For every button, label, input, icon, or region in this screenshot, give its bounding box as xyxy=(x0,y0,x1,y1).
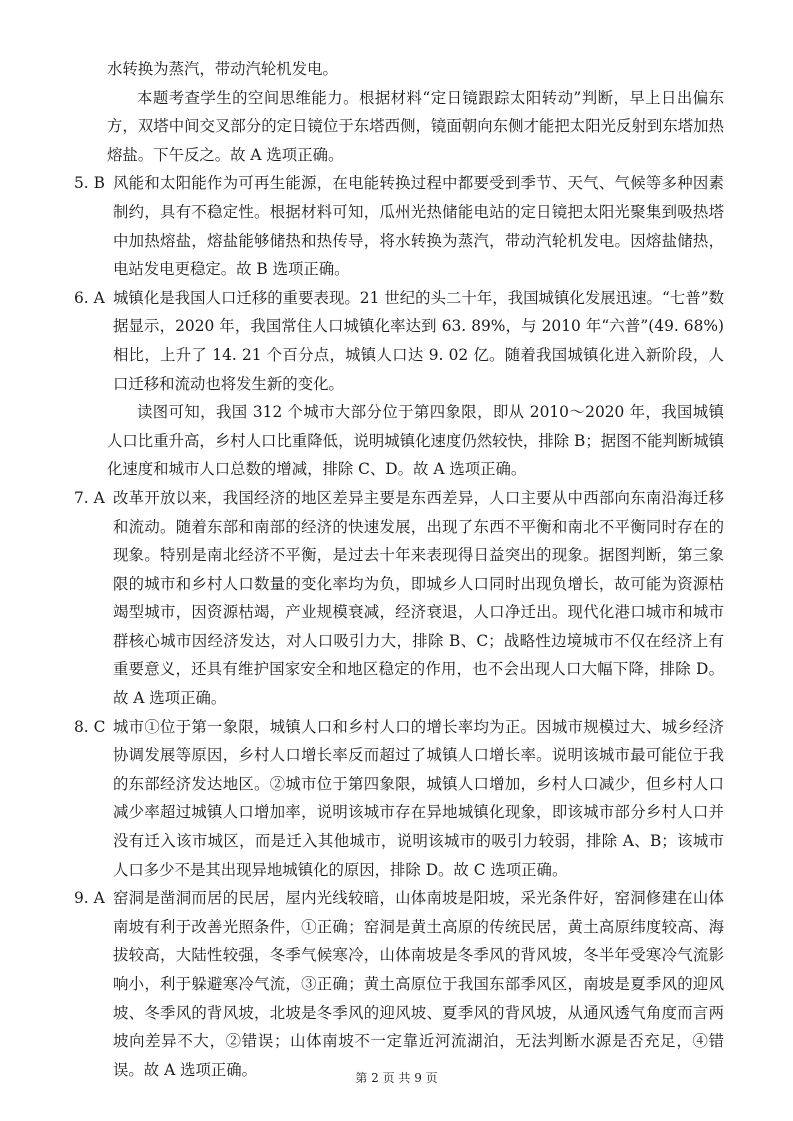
item-explanation-text: 城镇化是我国人口迁移的重要表现。21 世纪的头二十年，我国城镇化发展迅速。“七普”数据显示，2020 年，我国常住人口城镇化率达到 63. 89%，与 2010 年“六普”(49. 68%)相比，上升了 14. 21 个百分点，城镇人口达 9. 02 亿。随着我国城镇化进入新阶段，人口迁移和流动也将发生新的变化。 xyxy=(113,288,724,393)
answer-item-5 xyxy=(74,169,724,283)
item-answer: A xyxy=(93,889,105,908)
answer-item-8 xyxy=(74,713,724,885)
item-number: 6. xyxy=(74,288,89,307)
answer-item-7 xyxy=(74,484,724,713)
item-explanation-extra: 读图可知，我国 312 个城市大部分位于第四象限，即从 2010～2020 年，我国城镇人口比重升高，乡村人口比重降低，说明城镇化速度仍然较快，排除 B；据图不能判断城镇化速度和城市人口总数的增减，排除 C、D。故 A 选项正确。 xyxy=(107,403,724,479)
item-number-label xyxy=(74,713,107,885)
item-answer: C xyxy=(93,717,106,736)
item-number: 9. xyxy=(74,889,89,908)
item-number-label xyxy=(74,484,107,713)
page-footer: 第 2 页 共 9 页 xyxy=(355,1071,438,1085)
paragraph-continued: 水转换为蒸汽，带动汽轮机发电。 xyxy=(107,60,338,78)
item-explanation: 城市①位于第一象限，城镇人口和乡村人口的增长率均为正。因城市规模过大、城乡经济协调发展等原因，乡村人口增长率反而超过了城镇人口增长率。说明该城市最可能位于我的东部经济发达地区。②城市位于第四象限，城镇人口增加，乡村人口减少，但乡村人口减少率超过城镇人口增加率，说明该城市存在异地城镇化现象，即该城市部分乡村人口并没有迁入该市城区，而是迁入其他城市，说明该城市的吸引力较弱，排除 A、B；该城市人口多少不是其出现异地城镇化的原因，排除 D。故 C 选项正确。 xyxy=(113,717,724,879)
item-number-label xyxy=(74,884,107,1084)
item-number: 8. xyxy=(74,717,89,736)
item-number: 7. xyxy=(74,488,89,507)
answer-item-9 xyxy=(74,884,724,1084)
item-explanation: 风能和太阳能作为可再生能源，在电能转换过程中都要受到季节、天气、气候等多种因素制约，具有不稳定性。根据材料可知，瓜州光热储能电站的定日镜把太阳光聚集到吸热塔中加热熔盐，熔盐能够储热和热传导，将水转换为蒸汽，带动汽轮机发电。因熔盐储热，电站发电更稳定。故 B 选项正确。 xyxy=(113,174,724,279)
page-content xyxy=(74,55,724,1084)
item-answer: A xyxy=(93,288,105,307)
item-explanation: 窑洞是凿洞而居的民居，屋内光线较暗，山体南坡是阳坡，采光条件好，窑洞修建在山体南坡有利于改善光照条件，①正确；窑洞是黄土高原的传统民居，黄土高原纬度较高、海拔较高，大陆性较强，冬季气候寒冷，山体南坡是冬季风的背风坡，冬半年受寒冷气流影响小，利于躲避寒冷气流，③正确；黄土高原位于我国东部季风区，南坡是夏季风的迎风坡、冬季风的背风坡，北坡是冬季风的迎风坡、夏季风的背风坡，从通风透气角度而言两坡向差异不大，②错误；山体南坡不一定靠近河流湖泊，无法判断水源是否充足，④错误。故 A 选项正确。 xyxy=(113,889,724,1079)
item-explanation: 改革开放以来，我国经济的地区差异主要是东西差异，人口主要从中西部向东南沿海迁移和流动。随着东部和南部的经济的快速发展，出现了东西不平衡和南北不平衡同时存在的现象。特别是南北经济不平衡，是过去十年来表现得日益突出的现象。据图判断，第三象限的城市和乡村人口数量的变化率均为负，即城乡人口同时出现负增长，故可能为资源枯竭型城市，因资源枯竭，产业规模衰减，经济衰退，人口净迁出。现代化港口城市和城市群核心城市因经济发达，对人口吸引力大，排除 B、C；战略性边境城市不仅在经济上有重要意义，还具有维护国家安全和地区稳定的作用，也不会出现人口大幅下降，排除 D。故 A 选项正确。 xyxy=(113,488,724,708)
item-answer: A xyxy=(93,488,105,507)
item-number-label xyxy=(74,169,107,283)
item-explanation xyxy=(107,284,724,398)
item-number: 5. xyxy=(74,174,89,193)
answer-item-6 xyxy=(74,284,724,398)
item-answer: B xyxy=(93,174,105,193)
paragraph-explanation: 本题考查学生的空间思维能力。根据材料“定日镜跟踪太阳转动”判断，早上日出偏东方，双塔中间交叉部分的定日镜位于东塔西侧，镜面朝向东侧才能把太阳光反射到东塔加热熔盐。下午反之。故 A 选项正确。 xyxy=(107,88,724,164)
item-number-label xyxy=(74,284,107,398)
